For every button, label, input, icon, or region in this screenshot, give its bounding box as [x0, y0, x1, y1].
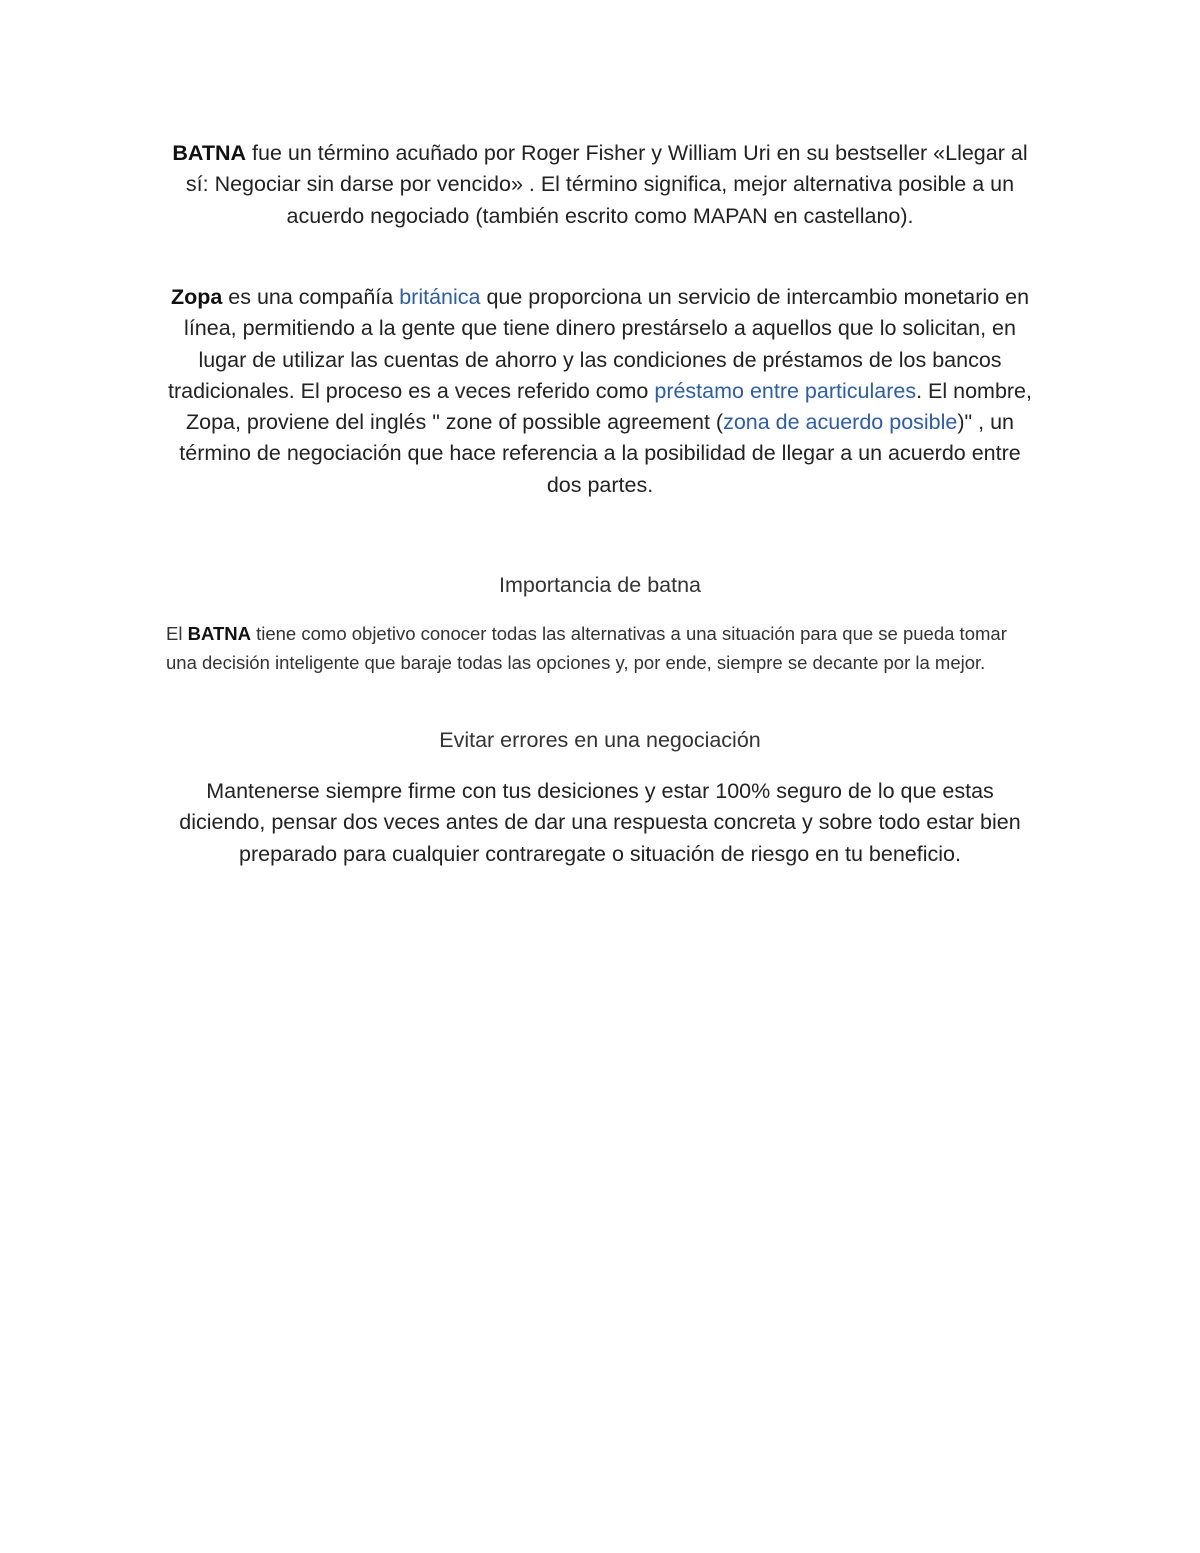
- batna-term: BATNA: [172, 141, 247, 165]
- importancia-prefix: El: [166, 623, 188, 644]
- zopa-text-4: )" , un término de negociación que hace referencia a la posibilidad de llegar a un acuerdo entre dos partes.: [179, 410, 1021, 497]
- importancia-text: tiene como objetivo conocer todas las alternativas a una situación para que se pueda tomar una decisión inteligente que baraje todas las opciones y, por ende, siempre se decante por la mejor.: [166, 623, 1007, 673]
- prestamo-entre-particulares-link[interactable]: préstamo entre particulares: [654, 378, 917, 403]
- zopa-text-3: . El nombre, Zopa, proviene del inglés " zone of possible agreement (: [185, 378, 1032, 435]
- evitar-errores-paragraph: Mantenerse siempre firme con tus desiciones y estar 100% seguro de lo que estas diciendo, pensar dos veces antes de dar una respuesta concreta y sobre todo estar bien preparado para cualquier contraregate o situación de riesgo en tu beneficio.: [179, 779, 1021, 866]
- zopa-text-1: es una compañía: [222, 285, 400, 309]
- zopa-term: Zopa: [170, 285, 223, 309]
- batna-term-2: BATNA: [187, 623, 251, 644]
- zopa-paragraph: [165, 282, 1035, 501]
- evitar-errores-heading: Evitar errores en una negociación: [439, 728, 761, 752]
- zona-de-acuerdo-posible-link[interactable]: zona de acuerdo posible: [723, 410, 958, 435]
- batna-definition-text: fue un término acuñado por Roger Fisher y William Uri en su bestseller «Llegar al sí: Negociar sin darse por vencido» . El término significa, mejor alternativa posible a un acuerdo negociado (también escrito como MAPAN en castellano).: [185, 141, 1028, 228]
- zopa-text-2: que proporciona un servicio de intercambio monetario en línea, permitiendo a la gente que tiene dinero prestárselo a aquellos que lo solicitan, en lugar de utilizar las cuentas de ahorro y las condiciones de préstamos de los bancos tradicionales. El proceso es a veces referido como: [167, 285, 1030, 403]
- importancia-paragraph: [166, 619, 1026, 677]
- britanica-link[interactable]: británica: [399, 285, 481, 309]
- batna-paragraph: [165, 138, 1035, 232]
- importancia-heading: Importancia de batna: [499, 573, 701, 597]
